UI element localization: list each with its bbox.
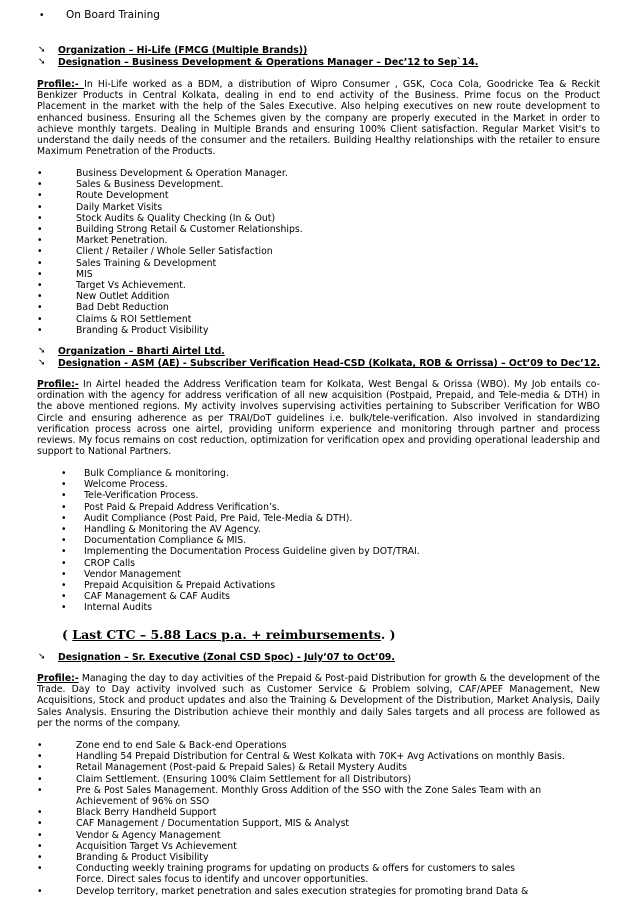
list-item: • Building Strong Retail & Customer Relationships. (37, 224, 303, 236)
list-item: • Tele-Verification Process. (61, 490, 199, 502)
list-item-text: Client / Retailer / Whole Seller Satisfaction (76, 246, 273, 258)
designation-heading: Designation - ASM (AE) - Subscriber Verification Head-CSD (Kolkata, ROB & Orrissa) – Oct’09 to Dec’12. (58, 358, 601, 369)
list-item-text: Daily Market Visits (76, 201, 163, 213)
ctc-text: Last CTC – 5.88 Lacs p.a. + reimbursements (72, 627, 381, 642)
list-item: • Sales Training & Development (37, 257, 217, 269)
list-item: • Prepaid Acquisition & Prepaid Activations (61, 580, 276, 592)
list-item-text: Tele-Verification Process. (84, 490, 199, 502)
list-item-text: Welcome Process. (84, 479, 168, 491)
list-item: • Retail Management (Post-paid & Prepaid Sales) & Retail Mystery Audits (37, 762, 407, 774)
list-item-text: Vendor Management (84, 568, 181, 580)
profile-paragraph (37, 379, 600, 457)
arrow-icon: ➘ (38, 45, 46, 55)
arrow-icon: ➘ (38, 346, 46, 356)
list-item-text: Retail Management (Post-paid & Prepaid Sales) & Retail Mystery Audits (76, 762, 407, 774)
profile-label: Profile:- (37, 379, 79, 390)
list-item-text: Implementing the Documentation Process Guideline given by DOT/TRAI. (84, 546, 420, 558)
list-item-text: Branding & Product Visibility (76, 852, 209, 864)
list-item-text: Documentation Compliance & MIS. (84, 535, 247, 547)
list-item-text: CAF Management & CAF Audits (84, 591, 230, 603)
list-item: • Claims & ROI Settlement (37, 313, 192, 325)
ctc-line (62, 627, 396, 642)
list-item: • Documentation Compliance & MIS. (61, 535, 247, 547)
list-item: • Client / Retailer / Whole Seller Satisfaction (37, 246, 273, 258)
ctc-close: . ) (380, 627, 396, 642)
list-item-text: Market Penetration. (76, 235, 168, 247)
list-item: • Claim Settlement. (Ensuring 100% Claim Settlement for all Distributors) (37, 773, 412, 785)
list-item-text: Sales Training & Development (76, 257, 217, 269)
arrow-icon: ➘ (38, 652, 46, 662)
list-item: • Develop territory, market penetration and sales execution strategies for promoting brand Data & (37, 885, 529, 897)
list-item: • Post Paid & Prepaid Address Verification’s. (61, 501, 280, 513)
list-item: • CAF Management / Documentation Support, MIS & Analyst (37, 818, 350, 830)
responsibility-list (61, 468, 601, 614)
list-item: • Handling & Monitoring the AV Agency. (61, 524, 261, 536)
list-item-text: Post Paid & Prepaid Address Verification’s. (84, 501, 280, 513)
profile-text: In Hi-Life worked as a BDM, a distribution of Wipro Consumer , GSK, Coca Cola, Goodricke Tea & Reckit Benkizer Products in Central Kolkata, dealing in end to end activity of the Business. Prime focus on the Product Placement in the market with the help of the Sales Executive. Also helping executives on new route development to enhanced business. Ensuring all the Schemes given by the company are properly executed in the Market in order to achieve monthly targets. Dealing in Multiple Brands and ensuring 100% Client satisfaction. Regular Market Visit's to understand the daily needs of the consumer and the retailers. Building Healthy relationships with the retailer to ensure Maximum Penetration of the Products. (37, 79, 600, 158)
list-item-continuation (37, 874, 602, 885)
list-item: • Market Penetration. (37, 235, 168, 247)
list-item: • Acquisition Target Vs Achievement (37, 840, 237, 852)
list-item: • Vendor & Agency Management (37, 829, 221, 841)
list-item-text: Claim Settlement. (Ensuring 100% Claim Settlement for all Distributors) (76, 773, 412, 785)
top-item-text: On Board Training (66, 9, 160, 21)
list-item: • CAF Management & CAF Audits (61, 591, 230, 603)
list-item-text: Branding & Product Visibility (76, 324, 209, 336)
list-item-text: CROP Calls (84, 557, 136, 569)
list-item-text: Audit Compliance (Post Paid, Pre Paid, Tele-Media & DTH). (84, 512, 353, 524)
list-item-text: Pre & Post Sales Management. Monthly Gross Addition of the SSO with the Zone Sales Team with an (76, 784, 542, 796)
list-item: • Bulk Compliance & monitoring. (61, 468, 229, 479)
list-item-text: Internal Audits (84, 602, 153, 614)
profile-paragraph (37, 79, 600, 157)
list-item-text: CAF Management / Documentation Support, MIS & Analyst (76, 818, 350, 830)
arrow-icon: ➘ (38, 358, 46, 368)
list-item-text: Handling 54 Prepaid Distribution for Central & West Kolkata with 70K+ Avg Activations on monthly Basis. (76, 751, 565, 763)
list-item-text: Prepaid Acquisition & Prepaid Activations (84, 580, 276, 592)
profile-text: Managing the day to day activities of the Prepaid & Post-paid Distribution for growth & the development of the Trade. Day to Day activity involved such as Customer Service & Problem solving, CAF/APEF Management, New Acquisitions, Stock and product updates and also the Training & Development of the Distribution, Market Analysis, Daily Sales Analysis. Ensuring the Distribution achieve their monthly and daily Sales targets and all process are followed as per the norms of the company. (37, 673, 600, 729)
list-item: • Implementing the Documentation Process Guideline given by DOT/TRAI. (61, 546, 420, 558)
list-item: • Internal Audits (61, 602, 153, 614)
responsibility-list (37, 168, 597, 336)
ctc-open: ( (62, 627, 73, 642)
list-item: • Stock Audits & Quality Checking (In & Out) (37, 212, 276, 224)
list-item-continuation (37, 796, 602, 807)
organization-heading: Organization – Bharti Airtel Ltd. (58, 346, 225, 357)
list-item: • Vendor Management (61, 568, 181, 580)
designation-heading: Designation – Sr. Executive (Zonal CSD Spoc) - July’07 to Oct’09. (58, 652, 395, 663)
list-item-text: Target Vs Achievement. (76, 280, 186, 292)
designation-heading: Designation – Business Development & Operations Manager – Dec’12 to Sep`14. (58, 57, 479, 68)
profile-label: Profile:- (37, 79, 85, 90)
list-item-text: Conducting weekly training programs for updating on products & offers for customers to sales (76, 863, 516, 875)
list-item: • Welcome Process. (61, 479, 168, 491)
list-item: • Branding & Product Visibility (37, 324, 209, 336)
bullet-dot: • (39, 10, 45, 21)
list-item-text: Stock Audits & Quality Checking (In & Out) (76, 212, 276, 224)
list-item-text: New Outlet Addition (76, 291, 170, 303)
list-item: • Pre & Post Sales Management. Monthly Gross Addition of the SSO with the Zone Sales Team with an (37, 784, 542, 796)
list-item-text: Sales & Business Development. (76, 179, 224, 191)
list-item-text: Bulk Compliance & monitoring. (84, 468, 229, 479)
arrow-icon: ➘ (38, 57, 46, 67)
list-item-text: Zone end to end Sale & Back-end Operations (76, 740, 287, 751)
list-item: • MIS (37, 268, 93, 280)
list-item-text: Acquisition Target Vs Achievement (76, 840, 237, 852)
list-item-text: Business Development & Operation Manager. (76, 168, 288, 179)
responsibility-list (37, 740, 602, 897)
profile-label: Profile:- (37, 673, 79, 684)
list-item-text: Vendor & Agency Management (76, 829, 221, 841)
list-item: • Target Vs Achievement. (37, 280, 186, 292)
list-item-text: Achievement of 96% on SSO (76, 796, 210, 808)
list-item: • Sales & Business Development. (37, 179, 224, 191)
list-item: • Conducting weekly training programs for updating on products & offers for customers to sales (37, 863, 516, 875)
list-item-text: Claims & ROI Settlement (76, 313, 192, 325)
list-item-text: Bad Debt Reduction (76, 302, 169, 314)
list-item: • Bad Debt Reduction (37, 302, 169, 314)
profile-paragraph (37, 673, 600, 729)
list-item-text: Force. Direct sales focus to identify and uncover opportunities. (76, 874, 369, 886)
list-item: • Audit Compliance (Post Paid, Pre Paid, Tele-Media & DTH). (61, 512, 353, 524)
list-item: • Handling 54 Prepaid Distribution for Central & West Kolkata with 70K+ Avg Activations on monthly Basis. (37, 751, 565, 763)
list-item-text: Black Berry Handheld Support (76, 807, 217, 819)
list-item: • CROP Calls (61, 557, 136, 569)
list-item: • Branding & Product Visibility (37, 852, 209, 864)
list-item: • Business Development & Operation Manager. (37, 168, 288, 179)
organization-heading: Organization – Hi-Life (FMCG (Multiple Brands)) (58, 45, 308, 56)
profile-text: In Airtel headed the Address Verification team for Kolkata, West Bengal & Orissa (WBO). My Job entails co-ordination with the agency for address verification of all new acquisition (Postpaid, Prepaid, and Tele-media & DTH) in the above mentioned regions. My activity involves supervising activities pertaining to Subscriber Verification for WBO Circle and ensuring adherence as per TRAI/DoT guidelines i.e. bulk/tele-verification. Also involved in standardizing verification process across one airtel, providing uniform experience and monitoring through partner and process reviews. My focus remains on cost reduction, optimization for verification opex and providing operational leadership and support to National Partners. (37, 379, 600, 458)
list-item: • Zone end to end Sale & Back-end Operations (37, 740, 287, 751)
list-item-text: Handling & Monitoring the AV Agency. (84, 524, 261, 536)
list-item-text: Building Strong Retail & Customer Relationships. (76, 224, 303, 236)
list-item-text: Route Development (76, 190, 169, 202)
list-item: • Black Berry Handheld Support (37, 807, 217, 819)
list-item: • Daily Market Visits (37, 201, 163, 213)
list-item-text: Develop territory, market penetration and sales execution strategies for promoting brand Data & (76, 885, 529, 897)
list-item-text: MIS (76, 268, 93, 280)
list-item: • Route Development (37, 190, 169, 202)
list-item: • New Outlet Addition (37, 291, 170, 303)
